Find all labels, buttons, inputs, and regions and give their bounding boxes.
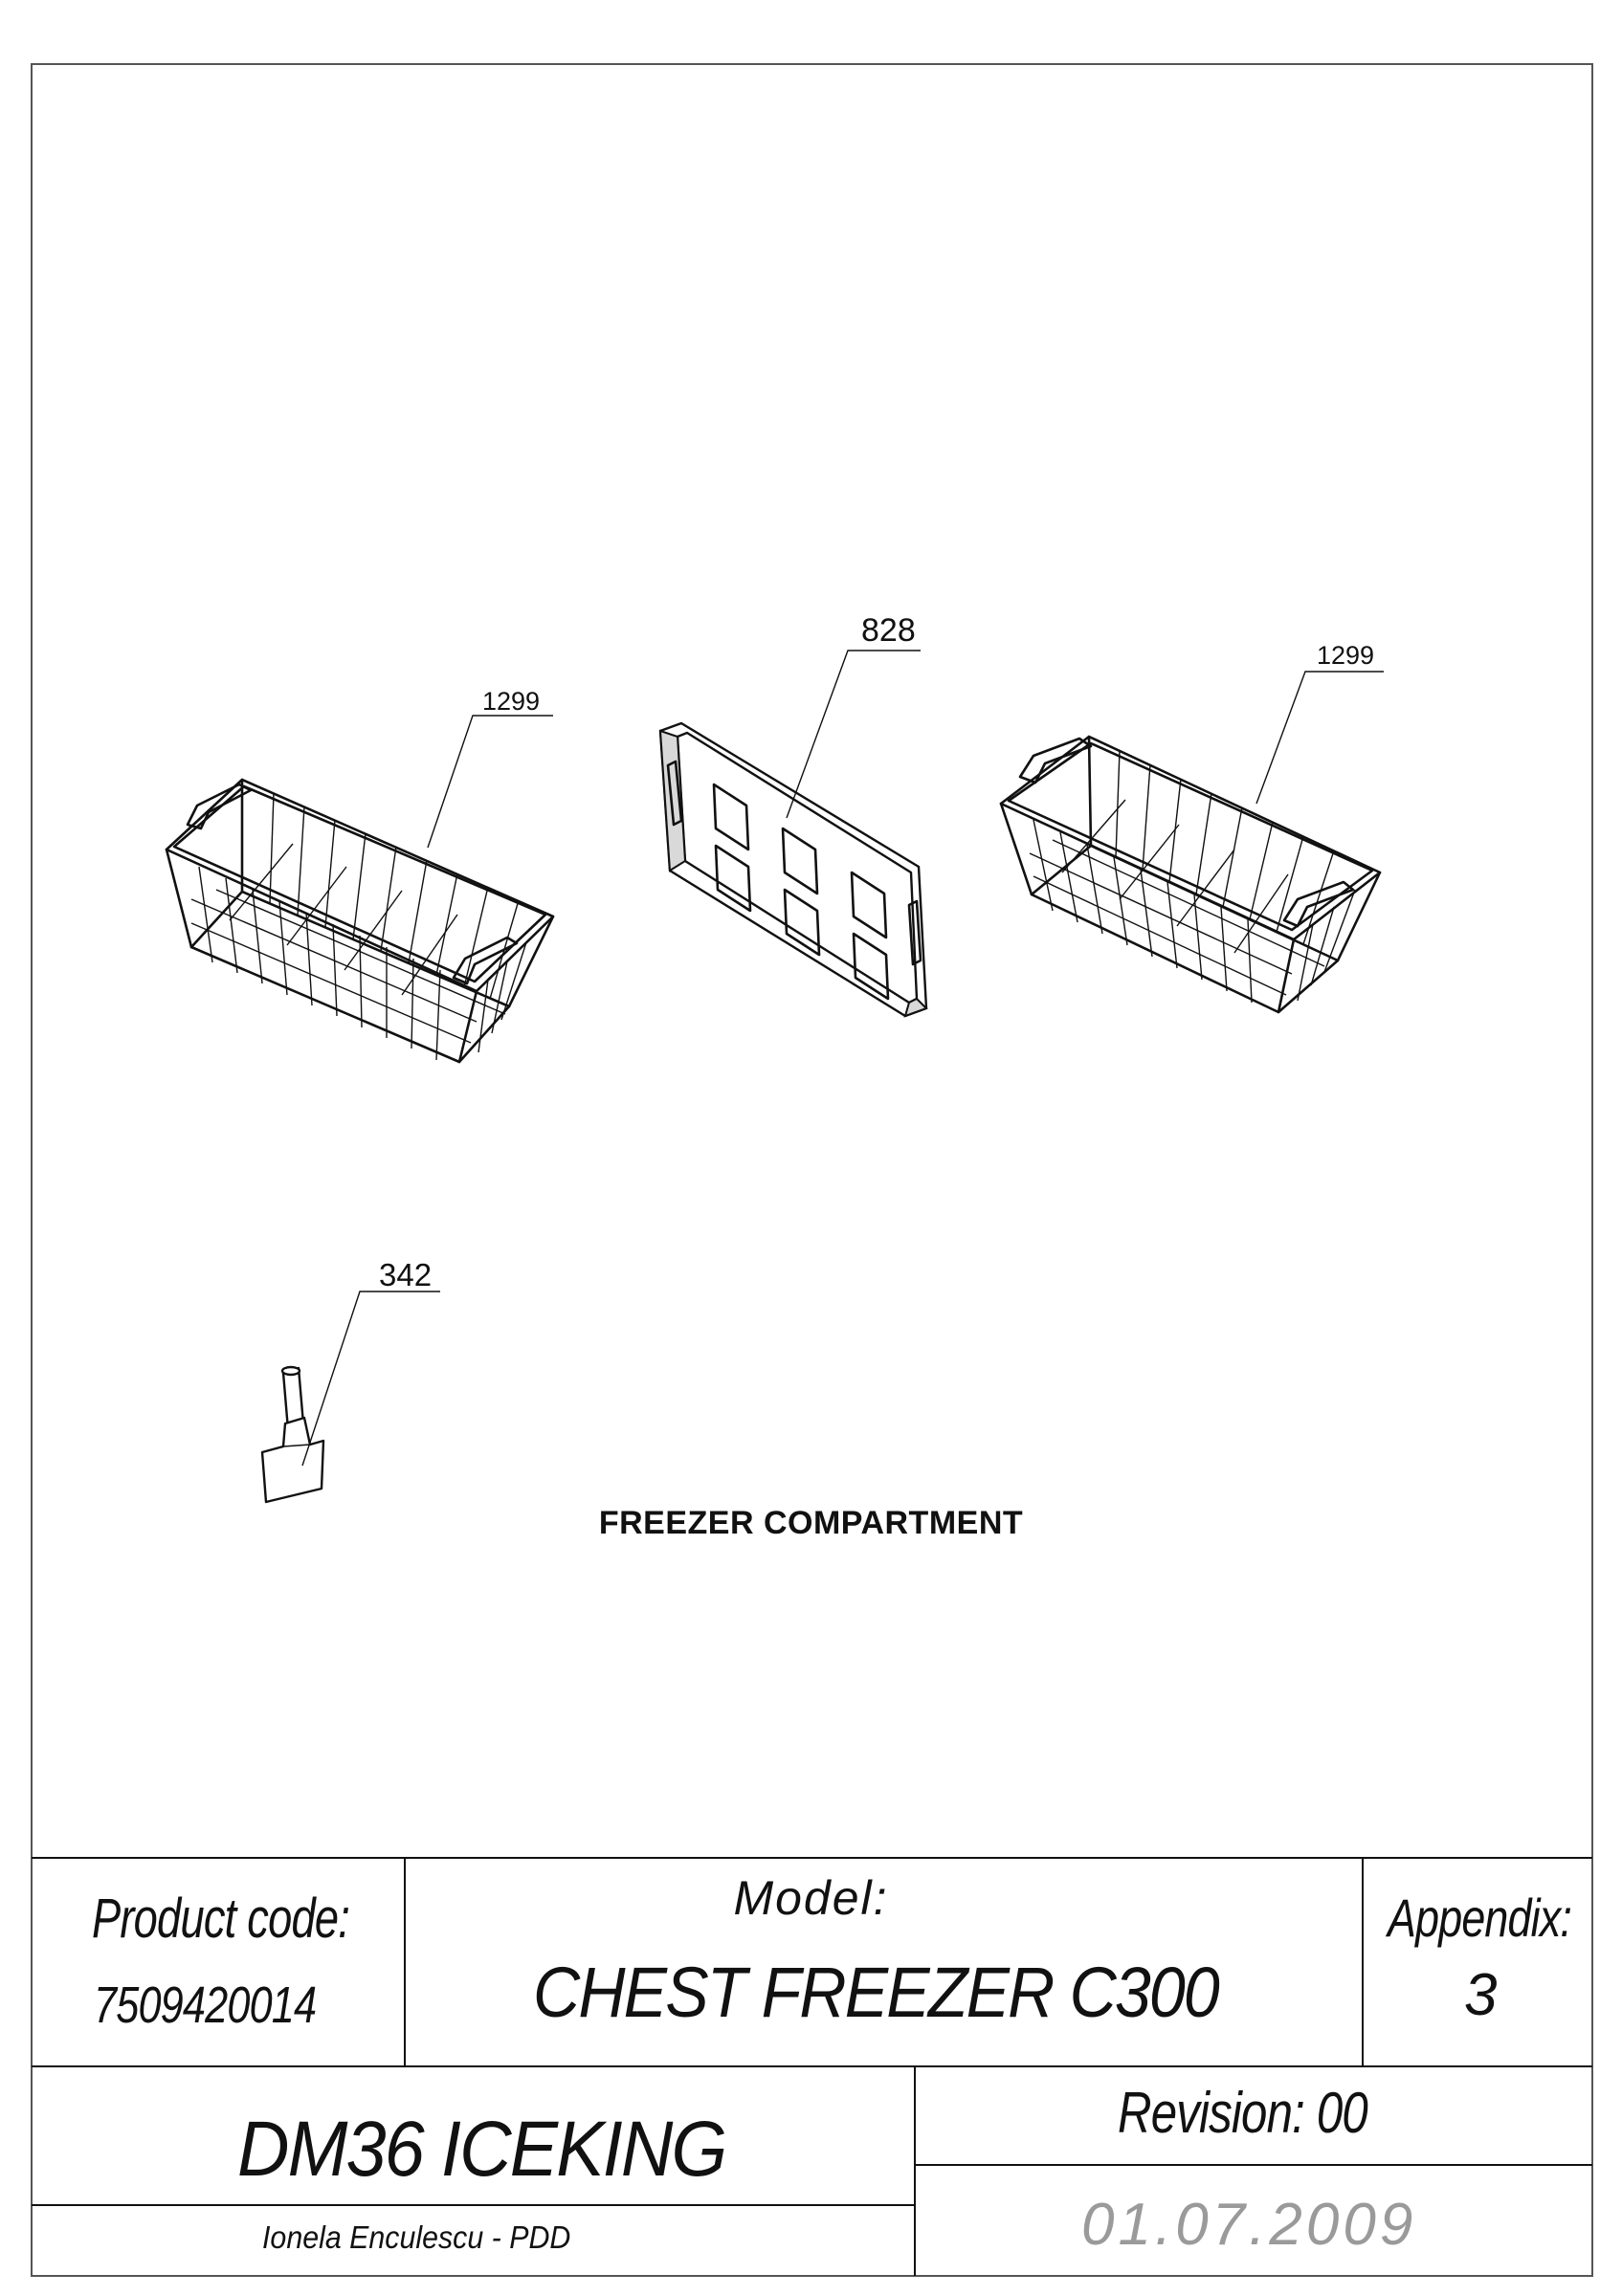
wire-basket-left-illustration bbox=[167, 780, 553, 1062]
model-value: CHEST FREEZER C300 bbox=[533, 1953, 1218, 2032]
callout-tray: 828 bbox=[861, 612, 916, 649]
brand-name: DM36 ICEKING bbox=[237, 2106, 726, 2193]
drawing-caption: FREEZER COMPARTMENT bbox=[598, 1505, 1024, 1541]
callout-basket-right: 1299 bbox=[1317, 641, 1375, 670]
product-code-value: 7509420014 bbox=[94, 1976, 317, 2034]
product-code-label: Product code: bbox=[92, 1888, 350, 1950]
model-label: Model: bbox=[733, 1871, 889, 1925]
callout-scraper: 342 bbox=[379, 1257, 433, 1292]
ice-scraper-illustration bbox=[262, 1367, 323, 1502]
author: Ionela Enculescu - PDD bbox=[262, 2219, 571, 2255]
appendix-label: Appendix: bbox=[1388, 1888, 1572, 1948]
callout-basket-left: 1299 bbox=[482, 687, 541, 716]
revision: Revision: 00 bbox=[1118, 2081, 1367, 2145]
tray-illustration bbox=[660, 723, 926, 1016]
leader-lines bbox=[302, 651, 1384, 1466]
wire-basket-right-illustration bbox=[1001, 737, 1380, 1012]
date: 01.07.2009 bbox=[1081, 2192, 1417, 2258]
appendix-value: 3 bbox=[1464, 1962, 1498, 2028]
